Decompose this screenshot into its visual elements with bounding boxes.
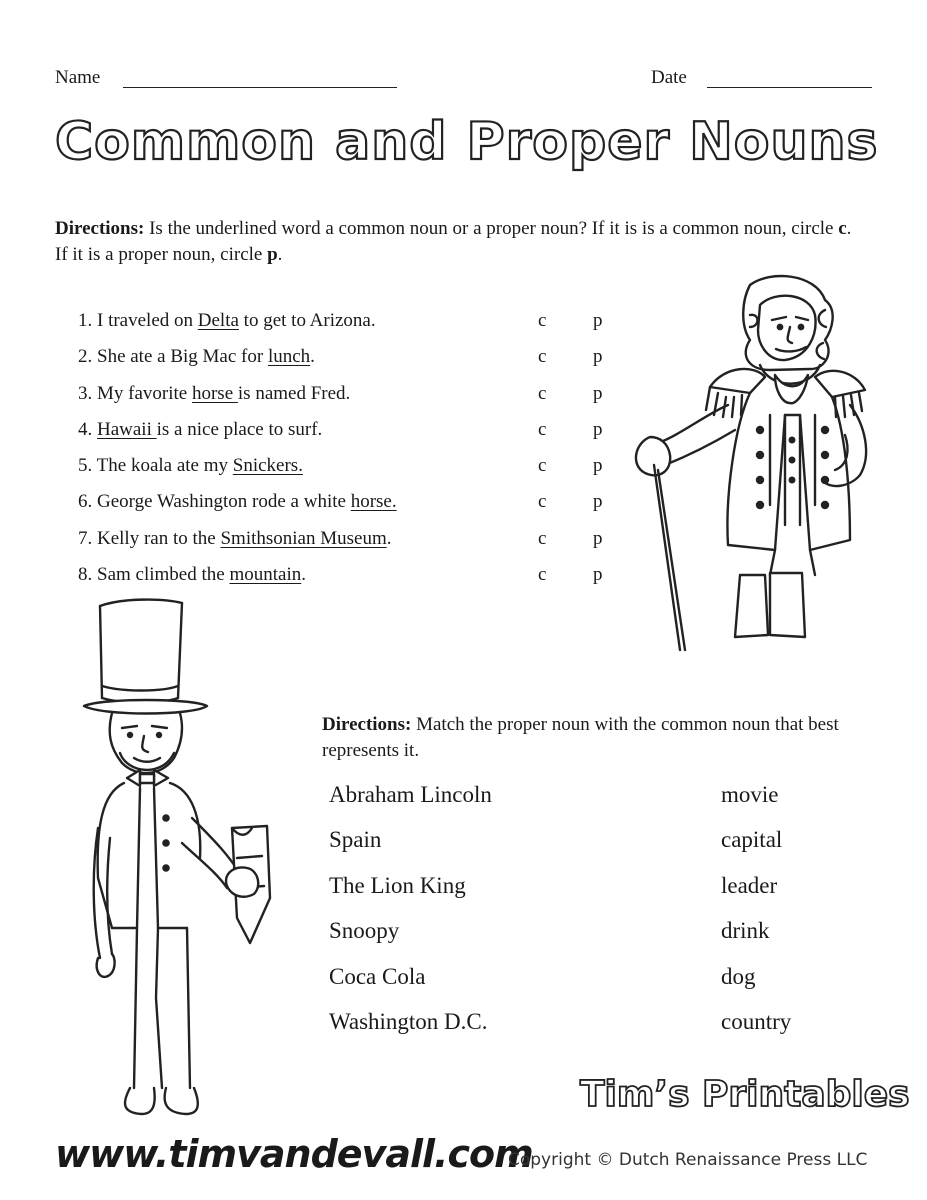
question-row — [78, 491, 618, 527]
common-choice[interactable]: c — [538, 527, 547, 549]
matching-row — [329, 873, 849, 918]
question-row — [78, 346, 618, 382]
question-before: 1. I traveled on — [78, 310, 198, 331]
proper-choice[interactable]: p — [593, 310, 603, 331]
question-text — [78, 491, 397, 513]
matching-list — [329, 782, 849, 1054]
underlined-noun: lunch — [267, 346, 311, 368]
george-washington-illustration — [610, 265, 880, 655]
question-after: is named Fred. — [237, 382, 351, 404]
question-before: 6. George Washington rode a white — [78, 491, 351, 513]
common-noun[interactable]: movie — [721, 782, 779, 807]
matching-row — [329, 918, 849, 963]
question-text — [78, 455, 303, 477]
question-row — [78, 528, 618, 564]
question-row — [78, 419, 618, 455]
matching-row — [329, 964, 849, 1009]
common-choice[interactable]: c — [538, 346, 547, 368]
question-row — [78, 564, 618, 600]
website-url: www.timvandevall.com — [55, 1132, 533, 1176]
common-choice[interactable]: c — [538, 564, 547, 586]
copyright-text: Copyright © Dutch Renaissance Press LLC — [508, 1150, 868, 1170]
underlined-noun: Hawaii — [97, 418, 157, 440]
directions-c: c — [838, 218, 847, 239]
proper-choice[interactable]: p — [593, 491, 603, 513]
common-choice[interactable]: c — [538, 382, 547, 404]
section2-directions — [322, 712, 867, 764]
proper-noun[interactable]: The Lion King — [329, 872, 466, 898]
name-label: Name — [55, 67, 101, 88]
date-label: Date — [651, 67, 687, 88]
question-text — [78, 564, 306, 586]
directions-text: . If it is a proper noun, circle — [55, 218, 852, 265]
tims-printables-logo: Tim’s Printables — [580, 1074, 910, 1115]
question-before: 2. She ate a Big Mac for — [78, 346, 268, 368]
question-before: 5. The koala ate my — [78, 455, 233, 477]
matching-row — [329, 782, 849, 827]
proper-noun[interactable]: Abraham Lincoln — [329, 782, 492, 807]
proper-noun[interactable]: Coca Cola — [329, 963, 426, 989]
proper-choice[interactable]: p — [593, 418, 603, 440]
directions-label: Directions: — [322, 714, 412, 735]
common-noun[interactable]: drink — [721, 918, 770, 944]
name-line[interactable] — [123, 87, 397, 88]
underlined-noun: horse — [191, 382, 238, 404]
question-before: 7. Kelly ran to the — [78, 527, 221, 549]
question-before: 3. My favorite — [78, 382, 192, 404]
directions-text: . — [277, 244, 283, 265]
underlined-noun: mountain — [229, 564, 302, 586]
common-choice[interactable]: c — [538, 455, 547, 477]
question-text — [78, 528, 391, 550]
directions-text: Match the proper noun with the common noun that best represents it. — [322, 714, 839, 761]
underlined-noun: Snickers. — [232, 455, 303, 477]
proper-choice[interactable]: p — [593, 455, 603, 477]
directions-p: p — [267, 244, 278, 265]
question-after: . — [386, 527, 392, 549]
page-title: Common and Proper Nouns — [55, 112, 879, 172]
common-noun[interactable]: dog — [721, 963, 756, 989]
question-row — [78, 383, 618, 419]
question-row — [78, 310, 618, 346]
section1-directions — [55, 216, 865, 268]
common-noun[interactable]: leader — [721, 872, 778, 898]
question-after: . — [310, 346, 315, 368]
question-before: 4. — [78, 418, 97, 440]
question-text — [78, 419, 322, 441]
question-after: . — [301, 564, 306, 586]
question-after: to get to Arizona. — [238, 310, 376, 331]
underlined-noun: Smithsonian Museum — [220, 527, 387, 549]
common-choice[interactable]: c — [538, 491, 547, 513]
underlined-noun: Delta — [197, 310, 239, 331]
common-noun[interactable]: country — [721, 1008, 792, 1034]
common-choice[interactable]: c — [538, 418, 547, 440]
proper-noun[interactable]: Washington D.C. — [329, 1008, 488, 1034]
matching-row — [329, 827, 849, 872]
question-text — [78, 310, 376, 332]
proper-noun[interactable]: Snoopy — [329, 918, 400, 944]
proper-choice[interactable]: p — [593, 382, 603, 404]
question-text — [78, 383, 350, 405]
question-row — [78, 455, 618, 491]
directions-text: Is the underlined word a common noun or a proper noun? If it is is a common noun, circle — [144, 218, 839, 239]
question-list — [78, 310, 618, 600]
proper-choice[interactable]: p — [593, 346, 603, 368]
common-choice[interactable]: c — [538, 310, 547, 331]
question-text — [78, 346, 315, 368]
common-noun[interactable]: capital — [721, 827, 783, 853]
proper-choice[interactable]: p — [593, 564, 603, 586]
matching-row — [329, 1009, 849, 1054]
abraham-lincoln-illustration — [82, 598, 292, 1128]
question-before: 8. Sam climbed the — [78, 564, 230, 586]
directions-label: Directions: — [55, 218, 145, 239]
question-after: is a nice place to surf. — [156, 418, 323, 440]
proper-choice[interactable]: p — [593, 527, 603, 549]
proper-noun[interactable]: Spain — [329, 827, 382, 853]
underlined-noun: horse. — [350, 491, 397, 513]
date-line[interactable] — [707, 87, 872, 88]
